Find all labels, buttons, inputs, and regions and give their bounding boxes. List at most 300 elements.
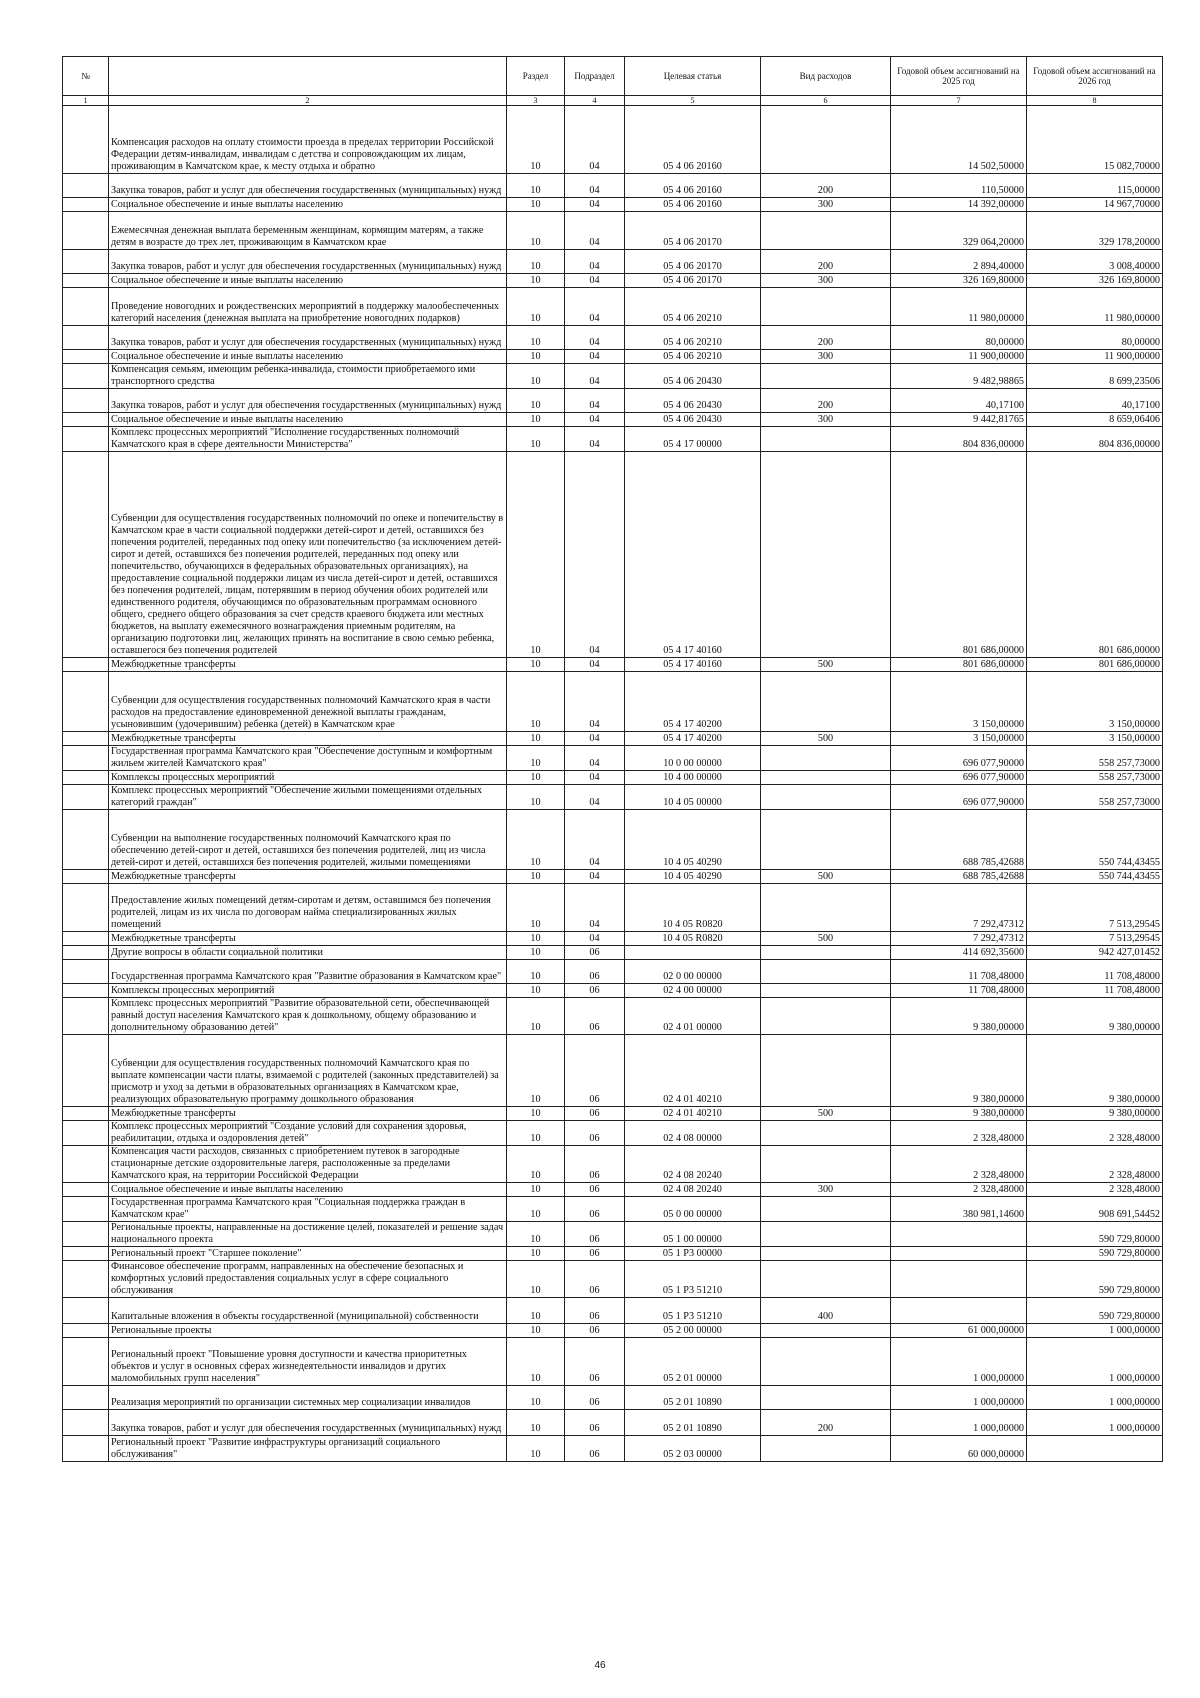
row-amount-2026: 2 328,48000: [1027, 1183, 1163, 1197]
row-number-cell: [63, 870, 109, 884]
row-podrazdel: 04: [565, 785, 625, 810]
row-podrazdel: 04: [565, 732, 625, 746]
row-amount-2026: 15 082,70000: [1027, 106, 1163, 174]
row-amount-2026: 942 427,01452: [1027, 946, 1163, 960]
row-expense-type: [761, 946, 891, 960]
row-name: Субвенции на выполнение государственных полномочий Камчатского края по обеспечению детей-сирот и детей, оставшихся без попечения родителей, лиц из числа детей-сирот и детей, оставшихся без попечения родителей, жилыми помещениями: [109, 810, 507, 870]
table-row: [63, 1386, 1163, 1410]
row-razdel: 10: [507, 250, 565, 274]
row-number-cell: [63, 413, 109, 427]
row-expense-type: [761, 771, 891, 785]
row-podrazdel: 06: [565, 1338, 625, 1386]
row-podrazdel: 04: [565, 288, 625, 326]
row-razdel: 10: [507, 1197, 565, 1222]
table-row: [63, 870, 1163, 884]
row-podrazdel: 04: [565, 350, 625, 364]
row-expense-type: [761, 1324, 891, 1338]
row-amount-2025: 60 000,00000: [891, 1436, 1027, 1462]
row-podrazdel: 06: [565, 1107, 625, 1121]
row-podrazdel: 04: [565, 212, 625, 250]
row-name: Компенсация расходов на оплату стоимости проезда в пределах территории Российской Федерации детям-инвалидам, инвалидам с детства и сопровождающим их лицам, проживающим в Камчатском крае, к месту отдыха и обратно: [109, 106, 507, 174]
row-amount-2025: 3 150,00000: [891, 672, 1027, 732]
row-amount-2026: 558 257,73000: [1027, 785, 1163, 810]
row-expense-type: [761, 364, 891, 389]
row-razdel: 10: [507, 1222, 565, 1247]
row-name: Государственная программа Камчатского края "Обеспечение доступным и комфортным жильем жителей Камчатского края": [109, 746, 507, 771]
row-amount-2025: 14 502,50000: [891, 106, 1027, 174]
row-expense-type: [761, 785, 891, 810]
row-name: Закупка товаров, работ и услуг для обеспечения государственных (муниципальных) нужд: [109, 1410, 507, 1436]
row-razdel: 10: [507, 1324, 565, 1338]
row-razdel: 10: [507, 984, 565, 998]
row-podrazdel: 06: [565, 1436, 625, 1462]
row-amount-2026: 1 000,00000: [1027, 1386, 1163, 1410]
row-number-cell: [63, 1121, 109, 1146]
row-target-article: 05 1 P3 51210: [625, 1298, 761, 1324]
row-razdel: 10: [507, 932, 565, 946]
row-amount-2025: 9 442,81765: [891, 413, 1027, 427]
row-expense-type: 500: [761, 732, 891, 746]
row-podrazdel: 04: [565, 427, 625, 452]
row-razdel: 10: [507, 350, 565, 364]
table-row: [63, 452, 1163, 658]
row-name: Региональные проекты, направленные на достижение целей, показателей и решение задач национального проекта: [109, 1222, 507, 1247]
row-amount-2026: 590 729,80000: [1027, 1222, 1163, 1247]
row-amount-2025: 61 000,00000: [891, 1324, 1027, 1338]
table-row: [63, 658, 1163, 672]
table-row: [63, 350, 1163, 364]
row-number-cell: [63, 998, 109, 1035]
row-target-article: 05 4 06 20430: [625, 413, 761, 427]
row-target-article: 10 4 05 R0820: [625, 932, 761, 946]
row-amount-2026: 550 744,43455: [1027, 870, 1163, 884]
row-number-cell: [63, 1261, 109, 1298]
row-podrazdel: 04: [565, 672, 625, 732]
row-number-cell: [63, 884, 109, 932]
row-amount-2025: 688 785,42688: [891, 810, 1027, 870]
row-podrazdel: 04: [565, 771, 625, 785]
header-row: [63, 57, 1163, 96]
row-amount-2025: 11 980,00000: [891, 288, 1027, 326]
col-header-target-article: Целевая статья: [625, 57, 761, 96]
row-number-cell: [63, 672, 109, 732]
row-amount-2026: 2 328,48000: [1027, 1146, 1163, 1183]
row-target-article: 05 0 00 00000: [625, 1197, 761, 1222]
row-target-article: 10 4 05 40290: [625, 810, 761, 870]
row-razdel: 10: [507, 1146, 565, 1183]
row-amount-2025: 40,17100: [891, 389, 1027, 413]
row-number-cell: [63, 1107, 109, 1121]
row-razdel: 10: [507, 946, 565, 960]
row-razdel: 10: [507, 771, 565, 785]
row-name: Межбюджетные трансферты: [109, 1107, 507, 1121]
table-row: [63, 984, 1163, 998]
row-target-article: 05 4 06 20210: [625, 288, 761, 326]
row-razdel: 10: [507, 1121, 565, 1146]
row-target-article: 05 4 17 40200: [625, 732, 761, 746]
table-row: [63, 1298, 1163, 1324]
row-amount-2026: [1027, 1436, 1163, 1462]
row-name: Субвенции для осуществления государственных полномочий Камчатского края в части расходов на предоставление единовременной денежной выплаты гражданам, усыновившим (удочерившим) ребенка (детей) в Камчатском крае: [109, 672, 507, 732]
row-expense-type: 200: [761, 326, 891, 350]
row-razdel: 10: [507, 198, 565, 212]
row-razdel: 10: [507, 870, 565, 884]
row-expense-type: [761, 452, 891, 658]
row-name: Реализация мероприятий по организации системных мер социализации инвалидов: [109, 1386, 507, 1410]
row-number-cell: [63, 326, 109, 350]
row-amount-2026: 558 257,73000: [1027, 746, 1163, 771]
row-razdel: 10: [507, 427, 565, 452]
row-amount-2026: 1 000,00000: [1027, 1324, 1163, 1338]
row-razdel: 10: [507, 1183, 565, 1197]
row-amount-2026: 908 691,54452: [1027, 1197, 1163, 1222]
table-row: [63, 960, 1163, 984]
row-podrazdel: 06: [565, 1222, 625, 1247]
table-row: [63, 810, 1163, 870]
row-number-cell: [63, 1386, 109, 1410]
row-podrazdel: 04: [565, 932, 625, 946]
row-podrazdel: 04: [565, 106, 625, 174]
row-name: Межбюджетные трансферты: [109, 870, 507, 884]
row-podrazdel: 06: [565, 984, 625, 998]
row-razdel: 10: [507, 1410, 565, 1436]
row-name: Компенсация части расходов, связанных с приобретением путевок в загородные стационарные детские оздоровительные лагеря, расположенные за пределами Камчатского края, на территории Российской Федерации: [109, 1146, 507, 1183]
table-row: [63, 106, 1163, 174]
row-name: Предоставление жилых помещений детям-сиротам и детям, оставшимся без попечения родителей, лицам из их числа по договорам найма специализированных жилых помещений: [109, 884, 507, 932]
table-row: [63, 946, 1163, 960]
row-target-article: 02 4 08 20240: [625, 1183, 761, 1197]
table-row: [63, 326, 1163, 350]
row-amount-2026: 40,17100: [1027, 389, 1163, 413]
row-razdel: 10: [507, 1436, 565, 1462]
row-expense-type: 200: [761, 250, 891, 274]
col-header-expense-type: Вид расходов: [761, 57, 891, 96]
row-name: Комплекс процессных мероприятий "Развитие образовательной сети, обеспечивающей равный доступ населения Камчатского края к дошкольному, общему образованию и дополнительному образованию детей": [109, 998, 507, 1035]
row-amount-2025: [891, 1222, 1027, 1247]
row-target-article: 05 1 P3 00000: [625, 1247, 761, 1261]
row-name: Компенсация семьям, имеющим ребенка-инвалида, стоимости приобретаемого ими транспортного средства: [109, 364, 507, 389]
row-podrazdel: 06: [565, 1298, 625, 1324]
row-number-cell: [63, 1197, 109, 1222]
row-number-cell: [63, 1222, 109, 1247]
row-name: Закупка товаров, работ и услуг для обеспечения государственных (муниципальных) нужд: [109, 326, 507, 350]
row-amount-2025: 1 000,00000: [891, 1338, 1027, 1386]
row-name: Комплекс процессных мероприятий "Обеспечение жилыми помещениями отдельных категорий граждан": [109, 785, 507, 810]
row-podrazdel: 04: [565, 658, 625, 672]
row-amount-2025: 110,50000: [891, 174, 1027, 198]
row-expense-type: 400: [761, 1298, 891, 1324]
row-amount-2026: 3 150,00000: [1027, 732, 1163, 746]
row-amount-2026: 11 980,00000: [1027, 288, 1163, 326]
row-razdel: 10: [507, 1386, 565, 1410]
row-expense-type: [761, 1121, 891, 1146]
row-razdel: 10: [507, 884, 565, 932]
row-target-article: 05 4 06 20160: [625, 198, 761, 212]
row-number-cell: [63, 810, 109, 870]
table-row: [63, 732, 1163, 746]
row-number-cell: [63, 658, 109, 672]
row-amount-2025: 80,00000: [891, 326, 1027, 350]
row-podrazdel: 04: [565, 810, 625, 870]
budget-table-sheet: [62, 56, 1162, 1462]
row-expense-type: 500: [761, 870, 891, 884]
row-expense-type: 500: [761, 1107, 891, 1121]
row-amount-2025: [891, 1247, 1027, 1261]
row-podrazdel: 04: [565, 174, 625, 198]
row-target-article: 05 1 P3 51210: [625, 1261, 761, 1298]
row-number-cell: [63, 452, 109, 658]
row-number-cell: [63, 1247, 109, 1261]
row-name: Финансовое обеспечение программ, направленных на обеспечение безопасных и комфортных условий предоставления социальных услуг в сфере социального обслуживания: [109, 1261, 507, 1298]
row-amount-2025: 688 785,42688: [891, 870, 1027, 884]
table-row: [63, 1410, 1163, 1436]
row-number-cell: [63, 1298, 109, 1324]
row-name: Капитальные вложения в объекты государственной (муниципальной) собственности: [109, 1298, 507, 1324]
row-amount-2025: 3 150,00000: [891, 732, 1027, 746]
row-razdel: 10: [507, 212, 565, 250]
row-amount-2026: 9 380,00000: [1027, 1107, 1163, 1121]
row-expense-type: [761, 288, 891, 326]
row-number-cell: [63, 785, 109, 810]
column-number-row: [63, 96, 1163, 106]
table-row: [63, 746, 1163, 771]
row-razdel: 10: [507, 288, 565, 326]
table-row: [63, 1146, 1163, 1183]
row-expense-type: [761, 1436, 891, 1462]
row-name: Комплекс процессных мероприятий "Исполнение государственных полномочий Камчатского края в сфере деятельности Министерства": [109, 427, 507, 452]
row-number-cell: [63, 350, 109, 364]
row-name: Другие вопросы в области социальной политики: [109, 946, 507, 960]
row-target-article: 05 4 06 20160: [625, 174, 761, 198]
row-amount-2025: [891, 1298, 1027, 1324]
row-podrazdel: 06: [565, 1261, 625, 1298]
row-amount-2025: 801 686,00000: [891, 452, 1027, 658]
table-row: [63, 1121, 1163, 1146]
col-number: 6: [761, 96, 891, 106]
row-amount-2026: 11 708,48000: [1027, 960, 1163, 984]
row-razdel: 10: [507, 1261, 565, 1298]
row-target-article: 02 0 00 00000: [625, 960, 761, 984]
row-name: Закупка товаров, работ и услуг для обеспечения государственных (муниципальных) нужд: [109, 174, 507, 198]
row-number-cell: [63, 1338, 109, 1386]
row-name: Межбюджетные трансферты: [109, 658, 507, 672]
row-amount-2026: 8 699,23506: [1027, 364, 1163, 389]
row-name: Комплекс процессных мероприятий "Создание условий для сохранения здоровья, реабилитации, отдыха и оздоровления детей": [109, 1121, 507, 1146]
table-row: [63, 1338, 1163, 1386]
row-target-article: 02 4 01 40210: [625, 1035, 761, 1107]
row-target-article: [625, 946, 761, 960]
row-amount-2026: 590 729,80000: [1027, 1261, 1163, 1298]
table-row: [63, 1222, 1163, 1247]
col-number: 3: [507, 96, 565, 106]
row-name: Региональные проекты: [109, 1324, 507, 1338]
row-amount-2025: 7 292,47312: [891, 884, 1027, 932]
row-razdel: 10: [507, 658, 565, 672]
table-row: [63, 1261, 1163, 1298]
row-expense-type: [761, 427, 891, 452]
col-header-2026: Годовой объем ассигнований на 2026 год: [1027, 57, 1163, 96]
row-target-article: 05 4 17 40200: [625, 672, 761, 732]
row-expense-type: [761, 672, 891, 732]
row-amount-2025: 1 000,00000: [891, 1386, 1027, 1410]
row-amount-2026: 558 257,73000: [1027, 771, 1163, 785]
row-name: Комплексы процессных мероприятий: [109, 771, 507, 785]
row-razdel: 10: [507, 326, 565, 350]
col-number: 1: [63, 96, 109, 106]
row-amount-2026: 11 900,00000: [1027, 350, 1163, 364]
row-expense-type: [761, 1386, 891, 1410]
row-target-article: 02 4 01 00000: [625, 998, 761, 1035]
table-row: [63, 364, 1163, 389]
row-number-cell: [63, 946, 109, 960]
row-amount-2026: 801 686,00000: [1027, 658, 1163, 672]
row-podrazdel: 06: [565, 1035, 625, 1107]
row-podrazdel: 06: [565, 1247, 625, 1261]
row-podrazdel: 06: [565, 1324, 625, 1338]
row-expense-type: 300: [761, 198, 891, 212]
row-podrazdel: 04: [565, 389, 625, 413]
row-amount-2026: 3 008,40000: [1027, 250, 1163, 274]
table-row: [63, 1107, 1163, 1121]
col-number: 7: [891, 96, 1027, 106]
row-amount-2025: 11 708,48000: [891, 960, 1027, 984]
budget-table: [62, 56, 1163, 1462]
row-target-article: 05 2 01 10890: [625, 1410, 761, 1436]
row-expense-type: [761, 1247, 891, 1261]
row-name: Региональный проект "Повышение уровня доступности и качества приоритетных объектов и услуг в основных сферах жизнедеятельности инвалидов и других маломобильных групп населения": [109, 1338, 507, 1386]
table-row: [63, 413, 1163, 427]
row-target-article: 05 4 17 40160: [625, 658, 761, 672]
row-amount-2026: 7 513,29545: [1027, 884, 1163, 932]
row-razdel: 10: [507, 413, 565, 427]
row-number-cell: [63, 389, 109, 413]
row-amount-2025: 801 686,00000: [891, 658, 1027, 672]
row-name: Субвенции для осуществления государственных полномочий Камчатского края по выплате компенсации части платы, взимаемой с родителей (законных представителей) за присмотр и уход за детьми в образовательных организациях в Камчатском крае, реализующих образовательную программу дошкольного образования: [109, 1035, 507, 1107]
table-body: [63, 106, 1163, 1462]
col-header-number: №: [63, 57, 109, 96]
table-row: [63, 1035, 1163, 1107]
col-number: 5: [625, 96, 761, 106]
row-amount-2026: 804 836,00000: [1027, 427, 1163, 452]
table-row: [63, 389, 1163, 413]
row-razdel: 10: [507, 785, 565, 810]
row-expense-type: [761, 1197, 891, 1222]
row-amount-2025: 2 894,40000: [891, 250, 1027, 274]
row-number-cell: [63, 1146, 109, 1183]
row-number-cell: [63, 198, 109, 212]
row-name: Проведение новогодних и рождественских мероприятий в поддержку малообеспеченных категорий населения (денежная выплата на приобретение новогодних подарков): [109, 288, 507, 326]
row-podrazdel: 04: [565, 413, 625, 427]
row-podrazdel: 04: [565, 884, 625, 932]
row-amount-2026: 80,00000: [1027, 326, 1163, 350]
row-razdel: 10: [507, 746, 565, 771]
row-name: Региональный проект "Развитие инфраструктуры организаций социального обслуживания": [109, 1436, 507, 1462]
row-number-cell: [63, 1324, 109, 1338]
row-target-article: 05 4 06 20160: [625, 106, 761, 174]
col-header-podrazdel: Подраздел: [565, 57, 625, 96]
row-amount-2025: 804 836,00000: [891, 427, 1027, 452]
row-expense-type: [761, 746, 891, 771]
table-row: [63, 785, 1163, 810]
row-target-article: 05 4 17 00000: [625, 427, 761, 452]
table-row: [63, 212, 1163, 250]
row-target-article: 10 4 00 00000: [625, 771, 761, 785]
row-expense-type: [761, 810, 891, 870]
row-name: Закупка товаров, работ и услуг для обеспечения государственных (муниципальных) нужд: [109, 389, 507, 413]
row-name: Социальное обеспечение и иные выплаты населению: [109, 350, 507, 364]
row-amount-2025: 9 482,98865: [891, 364, 1027, 389]
row-expense-type: 200: [761, 174, 891, 198]
row-podrazdel: 04: [565, 364, 625, 389]
row-amount-2025: 2 328,48000: [891, 1121, 1027, 1146]
row-target-article: 10 0 00 00000: [625, 746, 761, 771]
row-razdel: 10: [507, 389, 565, 413]
row-expense-type: [761, 1261, 891, 1298]
row-amount-2026: 2 328,48000: [1027, 1121, 1163, 1146]
row-amount-2026: 3 150,00000: [1027, 672, 1163, 732]
row-amount-2026: 8 659,06406: [1027, 413, 1163, 427]
table-row: [63, 1324, 1163, 1338]
row-expense-type: [761, 1222, 891, 1247]
row-number-cell: [63, 1183, 109, 1197]
row-razdel: 10: [507, 960, 565, 984]
row-name: Социальное обеспечение и иные выплаты населению: [109, 274, 507, 288]
row-amount-2025: 2 328,48000: [891, 1146, 1027, 1183]
row-target-article: 10 4 05 40290: [625, 870, 761, 884]
row-expense-type: 300: [761, 274, 891, 288]
row-target-article: 05 4 06 20430: [625, 364, 761, 389]
row-podrazdel: 04: [565, 452, 625, 658]
row-amount-2025: 2 328,48000: [891, 1183, 1027, 1197]
table-row: [63, 771, 1163, 785]
row-target-article: 05 4 06 20430: [625, 389, 761, 413]
row-amount-2025: 9 380,00000: [891, 1035, 1027, 1107]
row-razdel: 10: [507, 174, 565, 198]
table-row: [63, 884, 1163, 932]
col-number: 8: [1027, 96, 1163, 106]
row-target-article: 05 2 01 00000: [625, 1338, 761, 1386]
row-podrazdel: 06: [565, 1146, 625, 1183]
row-podrazdel: 06: [565, 1386, 625, 1410]
row-target-article: 05 1 00 00000: [625, 1222, 761, 1247]
row-expense-type: 200: [761, 389, 891, 413]
row-target-article: 05 4 06 20210: [625, 326, 761, 350]
row-podrazdel: 04: [565, 326, 625, 350]
row-target-article: 05 2 01 10890: [625, 1386, 761, 1410]
row-name: Субвенции для осуществления государственных полномочий по опеке и попечительству в Камчатском крае в части социальной поддержки детей-сирот и детей, оставшихся без попечения родителей, переданных под опеку или попечительство (за исключением детей-сирот и детей, оставшихся без попечения родителей, переданных под опеку или попечительство, обучающихся в федеральных образовательных организациях), на предоставление социальной поддержки лицам из числа детей-сирот и детей, оставшихся без попечения родителей, лицам, потерявшим в период обучения обоих родителей или единственного родителя, обучающимся по образовательным программам основного общего, среднего общего образования за счет средств краевого бюджета или местных бюджетов, на выплату ежемесячного вознаграждения приемным родителям, на организацию подготовки лиц, желающих принять на воспитание в свою семью ребенка, оставшегося без попечения родителей: [109, 452, 507, 658]
row-expense-type: 500: [761, 932, 891, 946]
row-expense-type: [761, 1035, 891, 1107]
row-amount-2025: 380 981,14600: [891, 1197, 1027, 1222]
table-row: [63, 1183, 1163, 1197]
row-amount-2025: 14 392,00000: [891, 198, 1027, 212]
table-row: [63, 427, 1163, 452]
table-row: [63, 1197, 1163, 1222]
row-razdel: 10: [507, 1298, 565, 1324]
row-amount-2025: 696 077,90000: [891, 785, 1027, 810]
row-razdel: 10: [507, 1247, 565, 1261]
col-number: 4: [565, 96, 625, 106]
page-number: 46: [594, 1660, 606, 1671]
row-razdel: 10: [507, 1035, 565, 1107]
row-amount-2026: 14 967,70000: [1027, 198, 1163, 212]
row-name: Региональный проект "Старшее поколение": [109, 1247, 507, 1261]
row-expense-type: 300: [761, 413, 891, 427]
row-name: Социальное обеспечение и иные выплаты населению: [109, 413, 507, 427]
row-expense-type: [761, 998, 891, 1035]
row-amount-2026: 9 380,00000: [1027, 1035, 1163, 1107]
row-amount-2025: 11 708,48000: [891, 984, 1027, 998]
